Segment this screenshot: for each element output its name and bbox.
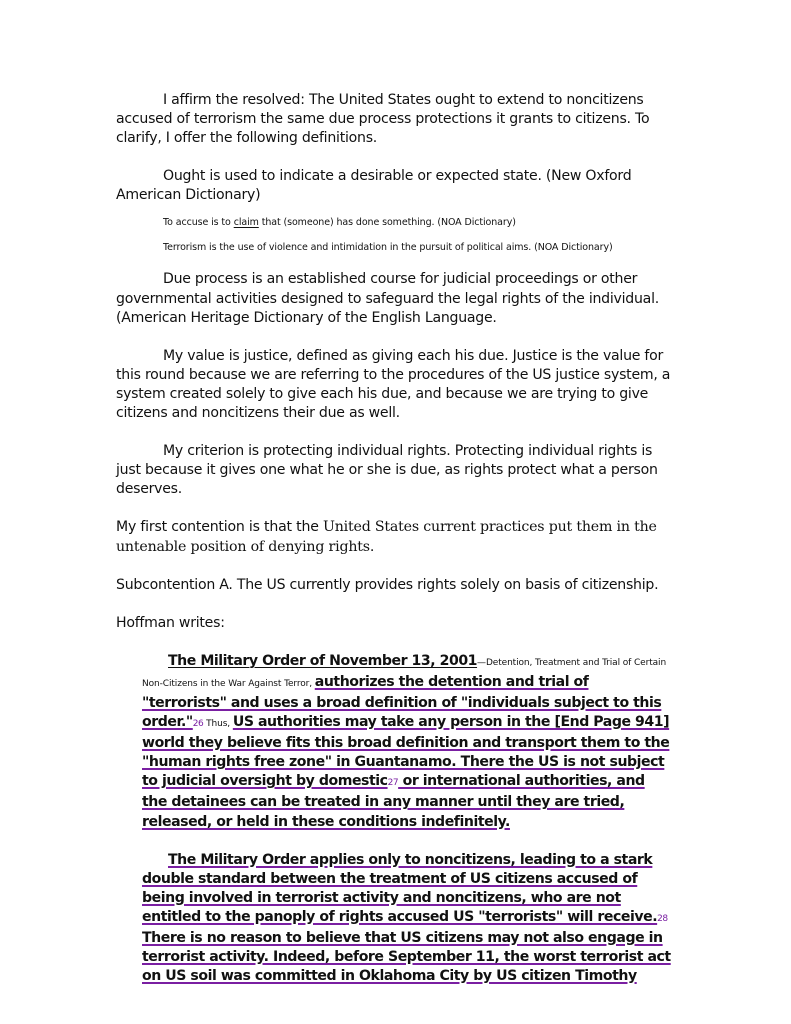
accuse-definition	[163, 217, 672, 229]
subcontention-heading: Subcontention A. The US currently provides rights solely on basis of citizenship.	[116, 576, 659, 593]
contention-pre: My first contention is that the	[116, 519, 323, 536]
ought-definition: Ought is used to indicate a desirable or expected state. (New Oxford American Dictionary)	[116, 168, 632, 204]
footnote-28: 28	[657, 913, 668, 924]
card1-title: The Military Order of November 13, 2001	[168, 652, 478, 669]
contention-heading	[116, 518, 672, 556]
card1-sentence-2: US authorities may take any person in the [End Page 941] world they believe fits this broad definition and transport them to the "human rights free zone" in Guantanamo. There the US is not subject to judicial oversight by domestic	[142, 714, 670, 790]
footnote-27: 27	[387, 778, 399, 789]
card1-thus: Thus,	[203, 719, 233, 730]
document-body	[116, 91, 672, 986]
card1-tiny-citation: —Detention, Treatment and Trial of Certain Non-Citizens in the War Against Terror,	[142, 657, 667, 689]
value-paragraph: My value is justice, defined as giving each his due. Justice is the value for this round because we are referring to the procedures of the US justice system, a system created solely to give each his due, and because we are trying to give citizens and noncitizens their due as well.	[116, 347, 671, 422]
criterion-paragraph: My criterion is protecting individual rights. Protecting individual rights is just because it gives one what he or she is due, as rights protect what a person deserves.	[116, 443, 658, 498]
evidence-card-1	[142, 652, 672, 832]
card2-sentence-1: The Military Order applies only to noncitizens, leading to a stark double standard between the treatment of US citizens accused of being involved in terrorist activity and noncitizens, who are not entitled to the panoply of rights accused US "terrorists" will receive.	[142, 851, 658, 925]
due-process-definition: Due process is an established course for judicial proceedings or other governmental activities designed to safeguard the legal rights of the individual. (American Heritage Dictionary of the English Language.	[116, 271, 659, 326]
terrorism-definition: Terrorism is the use of violence and intimidation in the pursuit of political aims. (NOA Dictionary)	[163, 242, 613, 254]
card1-sentence-1: authorizes the detention and trial of "terrorists" and uses a broad definition of "individuals subject to this order."	[142, 673, 662, 731]
card1-sentence-3: or international authorities, and the detainees can be treated in any manner until they are tried, released, or held in these conditions indefinitely.	[142, 773, 645, 830]
contention-serif: United States current practices put them in the untenable position of denying rights.	[116, 519, 657, 555]
footnote-26: 26	[192, 719, 204, 730]
evidence-card-2-text	[142, 851, 672, 987]
evidence-card-1-text	[142, 652, 672, 832]
accuse-claim-word: claim	[233, 217, 259, 229]
evidence-card-2	[142, 851, 672, 987]
accuse-post: that (someone) has done something. (NOA Dictionary)	[258, 217, 516, 229]
hoffman-intro: Hoffman writes:	[116, 614, 225, 631]
card2-sentence-2: There is no reason to believe that US citizens may not also engage in terrorist activity. Indeed, before September 11, the worst terrorist act on US soil was committed in Oklahoma City by US citizen Timothy	[142, 930, 671, 985]
intro-paragraph: I affirm the resolved: The United States ought to extend to noncitizens accused of terrorism the same due process protections it grants to citizens. To clarify, I offer the following definitions.	[116, 92, 650, 147]
accuse-pre: To accuse is to	[163, 217, 234, 229]
